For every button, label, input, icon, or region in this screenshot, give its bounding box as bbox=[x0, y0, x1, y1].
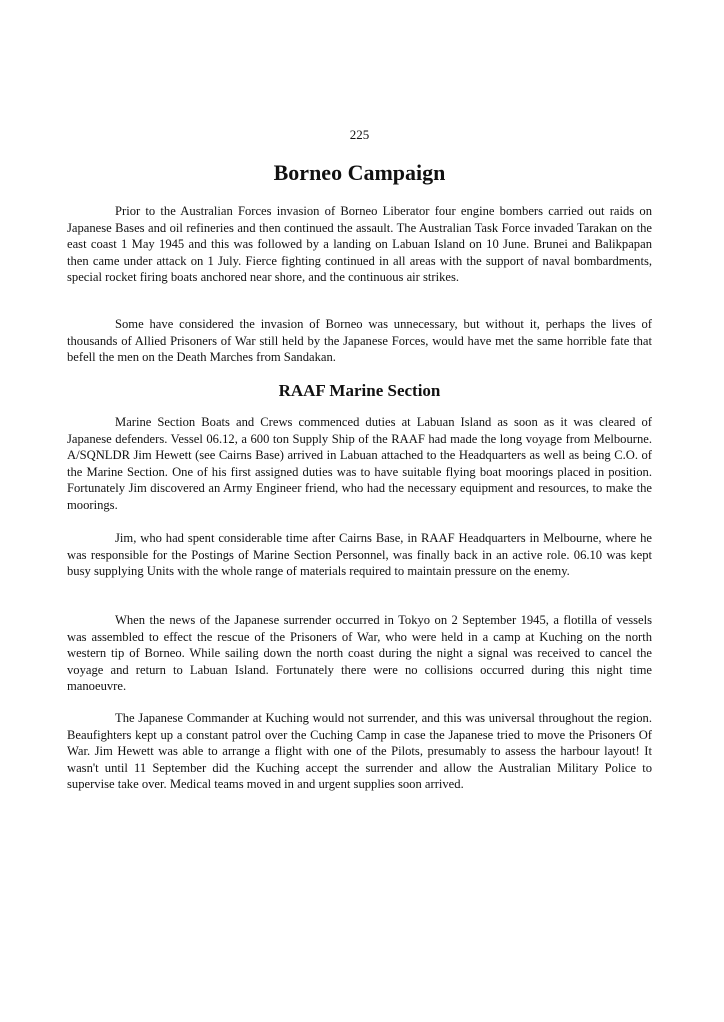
body-paragraph: Some have considered the invasion of Borneo was unnecessary, but without it, perhaps the lives of thousands of Allied Prisoners of War still held by the Japanese Forces, would have met the same horrible fate that befell the men on the Death Marches from Sandakan. bbox=[67, 317, 652, 365]
body-paragraph: The Japanese Commander at Kuching would not surrender, and this was universal throughout the region. Beaufighters kept up a constant patrol over the Cuching Camp in case the Japanese tried to move the Prisoners Of War. Jim Hewett was able to arrange a flight with one of the Pilots, presumably to assess the harbour layout! It wasn't until 11 September did the Kuching accept the surrender and allow the Australian Military Police to supervise take over. Medical teams moved in and urgent supplies soon arrived. bbox=[67, 711, 652, 792]
body-paragraph: When the news of the Japanese surrender occurred in Tokyo on 2 September 1945, a flotilla of vessels was assembled to effect the rescue of the Prisoners of War, who were held in a camp at Kuching on the north western tip of Borneo. While sailing down the north coast during the night a signal was received to cancel the voyage and return to Labuan Island. Fortunately there were no collisions occurred during this night time manoeuvre. bbox=[67, 613, 652, 694]
page-number: 225 bbox=[349, 127, 370, 142]
page-title: Borneo Campaign bbox=[273, 160, 446, 185]
body-paragraph: Marine Section Boats and Crews commenced duties at Labuan Island as soon as it was cleared of Japanese defenders. Vessel 06.12, a 600 ton Supply Ship of the RAAF had made the long voyage from Melbourne. A/SQNLDR Jim Hewett (see Cairns Base) arrived in Labuan attached to the Headquarters as well as being C.O. of the Marine Section. One of his first assigned duties was to have suitable flying boat moorings placed in position. Fortunately Jim discovered an Army Engineer friend, who had the necessary equipment and resources, to make the moorings. bbox=[67, 415, 652, 512]
body-paragraph: Jim, who had spent considerable time after Cairns Base, in RAAF Headquarters in Melbourne, where he was responsible for the Postings of Marine Section Personnel, was finally back in an active role. 06.10 was kept busy supplying Units with the whole range of materials required to maintain pressure on the enemy. bbox=[67, 531, 652, 579]
section-heading: RAAF Marine Section bbox=[278, 381, 441, 400]
body-paragraph: Prior to the Australian Forces invasion of Borneo Liberator four engine bombers carried out raids on Japanese Bases and oil refineries and then continued the assault. The Australian Task Force invaded Tarakan on the east coast 1 May 1945 and this was followed by a landing on Labuan Island on 10 June. Brunei and Balikpapan then came under attack on 1 July. Fierce fighting continued in all areas with the support of naval bombardments, special rocket firing boats anchored near shore, and the continuous air strikes. bbox=[67, 204, 652, 285]
